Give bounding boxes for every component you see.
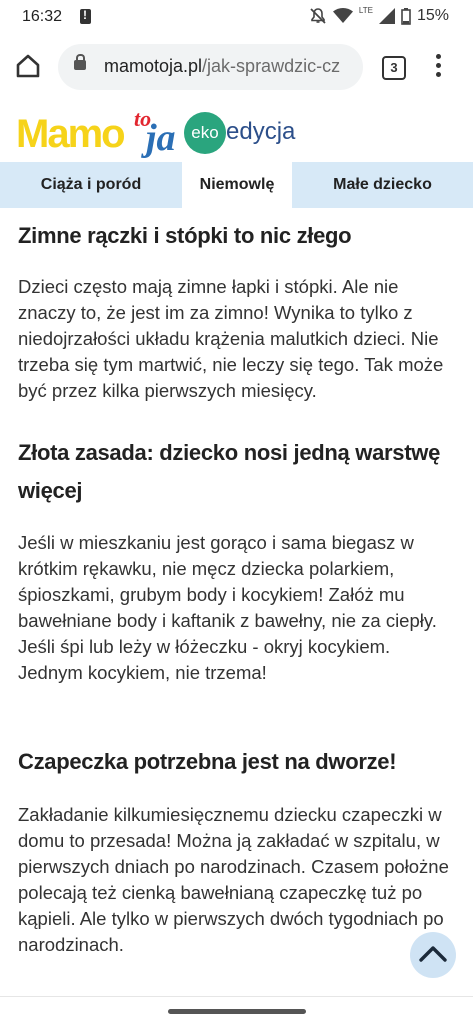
battery-icon (401, 8, 411, 25)
wifi-icon (333, 8, 353, 24)
chevron-up-icon (410, 932, 456, 978)
section-heading: Zimne rączki i stópki to nic złego (18, 223, 352, 248)
logo-to: to (134, 106, 152, 131)
category-nav (0, 162, 473, 208)
lte-label: LTE (358, 5, 373, 15)
nav-tab-niemowle[interactable]: Niemowlę (182, 162, 292, 208)
more-vert-icon[interactable] (432, 54, 444, 80)
url-path: /jak-sprawdzic-cz (202, 56, 341, 76)
home-icon[interactable] (14, 52, 42, 80)
signal-icon (379, 8, 395, 24)
section-paragraph: Zakładanie kilkumiesięcznemu dziecku czapeczki w domu to przesada! Można ją zakładać w szpitalu, w pierwszych dniach po narodzinach. Czasem położne polecają też cienką bawełnianą czapeczkę tuż po kąpieli. Ale tylko w pierwszych dwóch tygodniach po narodzinach. (18, 804, 449, 955)
section-heading: Złota zasada: dziecko nosi jedną warstwę więcej (18, 440, 441, 503)
mute-icon (309, 7, 327, 25)
home-gesture-pill[interactable] (168, 1009, 306, 1014)
article-body (18, 212, 458, 958)
status-icons (309, 7, 449, 25)
section-paragraph: Dzieci często mają zimne łapki i stópki. Ale nie znaczy to, że jest im za zimno! Wynika to tylko z niedojrzałości układu krążenia malutkich dzieci. Nie trzeba się tym martwić, nie leczy się tego. Tak może być przez kilka pierwszych miesięcy. (18, 276, 444, 401)
status-time: 16:32 (22, 8, 63, 25)
system-nav-bar (0, 996, 473, 1025)
lock-icon (74, 60, 86, 70)
status-bar (0, 0, 473, 34)
logo-ja: ja (146, 117, 176, 159)
alert-icon (80, 9, 91, 24)
nav-tab-male-dziecko[interactable]: Małe dziecko (292, 162, 473, 208)
site-logo[interactable] (16, 106, 306, 158)
browser-toolbar (0, 36, 473, 98)
site-header (0, 98, 473, 212)
scroll-top-button[interactable] (410, 932, 456, 978)
address-bar[interactable] (58, 44, 363, 90)
nav-tab-ciaza[interactable]: Ciąża i poród (0, 162, 182, 208)
logo-edycja: edycja (226, 118, 296, 145)
section-paragraph: Jeśli w mieszkaniu jest gorąco i sama biegasz w krótkim rękawku, nie męcz dziecka polarkiem, śpioszkami, grubym body i kocykiem! Załóż mu bawełniane body i kaftanik z bawełny, nie za ciepły. Jeśli śpi lub leży w łóżeczku - okryj kocykiem. Jednym kocykiem, nie trzema! (18, 532, 437, 683)
tabs-icon[interactable]: 3 (382, 56, 406, 80)
logo-eko-badge: eko (184, 112, 226, 154)
battery-percent: 15% (416, 7, 449, 24)
section-heading: Czapeczka potrzebna jest na dworze! (18, 749, 397, 774)
logo-mamo: Mamo (16, 112, 124, 156)
url-text[interactable] (104, 56, 356, 77)
url-domain: mamotoja.pl (104, 56, 203, 76)
